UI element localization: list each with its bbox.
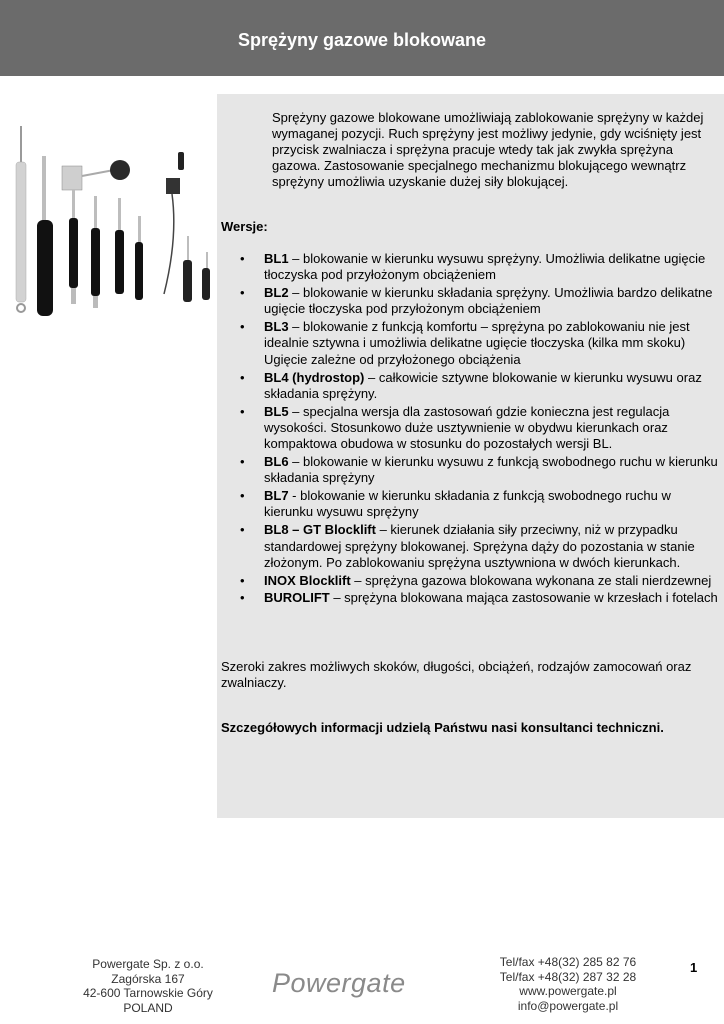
country: POLAND: [123, 1000, 173, 1015]
version-name: BL2: [264, 285, 289, 301]
list-item: [222, 454, 720, 487]
bullet-icon: •: [240, 522, 245, 538]
version-description: – blokowanie w kierunku wysuwu sprężyny. Umożliwia delikatne ugięcie tłoczyska pod przyłożonym obciążeniem: [264, 251, 706, 283]
list-item: [222, 590, 720, 606]
contact-note: Szczegółowych informacji udzielą Państwu nasi konsultanci techniczni.: [221, 720, 664, 735]
list-item: [222, 285, 720, 318]
bullet-icon: •: [240, 251, 245, 266]
version-description: – całkowicie sztywne blokowanie w kierunku wysuwu oraz składania sprężyny.: [264, 369, 702, 401]
version-description: - blokowanie w kierunku składania z funkcją swobodnego ruchu w kierunku wysuwu sprężyny: [264, 488, 671, 520]
version-name: BL8 – GT Blocklift: [264, 522, 376, 538]
version-description: – kierunek działania siły przeciwny, niż w przypadku standardowej sprężyny blokowanej. Sprężyna dąży do pozostania w stanie złożonym. Po zablokowaniu sprężyna usztywniona w dwóch kierunkach.: [264, 522, 695, 570]
list-item: [222, 488, 720, 521]
versions-heading: Wersje:: [221, 219, 268, 234]
bullet-icon: •: [240, 369, 245, 385]
footer-address: [78, 957, 218, 1015]
powergate-logo: Powergate: [272, 968, 406, 998]
version-name: BL5: [264, 403, 289, 419]
bullet-icon: •: [240, 572, 245, 588]
website-link[interactable]: www.powergate.pl: [519, 984, 617, 999]
version-name: BL3: [264, 319, 289, 335]
gas-springs-photo: [2, 118, 214, 320]
phone-2: Tel/fax +48(32) 287 32 28: [499, 969, 637, 984]
intro-paragraph: Sprężyny gazowe blokowane umożliwiają zablokowanie sprężyny w każdej wymaganej pozycji. Ruch sprężyny jest możliwy jedynie, gdy wciśnięty jest przycisk zwalniacza i sprężyna pracuje wtedy tak jak zwykła sprężyna gazowa. Zastosowanie specjalnego mechanizmu blokującego wewnątrz sprężyny umożliwia uzyskanie dużej siły blokującej.: [272, 110, 704, 189]
bullet-icon: •: [240, 319, 245, 335]
bullet-icon: •: [240, 454, 245, 470]
phone-1: Tel/fax +48(32) 285 82 76: [499, 955, 637, 969]
version-description: – blokowanie w kierunku wysuwu z funkcją swobodnego ruchu w kierunku składania sprężyny: [264, 454, 718, 486]
list-item: [222, 251, 720, 284]
version-name: BL4 (hydrostop): [264, 369, 365, 385]
bullet-icon: •: [240, 403, 245, 419]
header-bar: [0, 0, 724, 76]
footer-contact: [488, 955, 648, 1013]
bullet-icon: •: [240, 488, 245, 504]
bullet-icon: •: [240, 590, 245, 606]
list-item: [222, 573, 720, 589]
page-number: 1: [690, 960, 698, 975]
closing-paragraph: Szeroki zakres możliwych skoków, długości, obciążeń, rodzajów zamocowań oraz zwalniaczy.: [221, 659, 692, 690]
bullet-icon: •: [240, 285, 245, 301]
version-name: INOX Blocklift: [264, 572, 351, 588]
page-title: Sprężyny gazowe blokowane: [237, 30, 487, 50]
company-name: Powergate Sp. z o.o.: [92, 957, 204, 971]
version-name: BL1: [264, 251, 289, 266]
email-link[interactable]: info@powergate.pl: [517, 998, 619, 1013]
street-address: Zagórska 167: [111, 971, 185, 986]
version-name: BL7: [264, 488, 289, 504]
list-item: [222, 370, 720, 403]
list-item: [222, 319, 720, 368]
list-item: [222, 404, 720, 453]
versions-list: [222, 251, 720, 608]
version-description: – sprężyna blokowana mająca zastosowanie w krzesłach i fotelach: [329, 590, 718, 606]
version-description: – specjalna wersja dla zastosowań gdzie konieczna jest regulacja wysokości. Stosunkowo duże usztywnienie w obydwu kierunkach oraz kompaktowa obudowa w stosunku do pozostałych wersji BL.: [264, 403, 670, 452]
version-description: – blokowanie w kierunku składania sprężyny. Umożliwia bardzo delikatne ugięcie tłoczyska pod przyłożonym obciążeniem: [264, 285, 713, 317]
list-item: [222, 522, 720, 571]
version-description: – blokowanie z funkcją komfortu – sprężyna po zablokowaniu nie jest idealnie sztywna i umożliwia delikatne ugięcie tłoczyska (kilka mm skoku) Ugięcie zależne od przyłożonego obciążenia: [264, 319, 690, 367]
postal-city: 42-600 Tarnowskie Góry: [83, 986, 213, 1001]
version-name: BUROLIFT: [264, 590, 330, 606]
version-name: BL6: [264, 454, 289, 470]
version-description: – sprężyna gazowa blokowana wykonana ze stali nierdzewnej: [350, 572, 712, 588]
